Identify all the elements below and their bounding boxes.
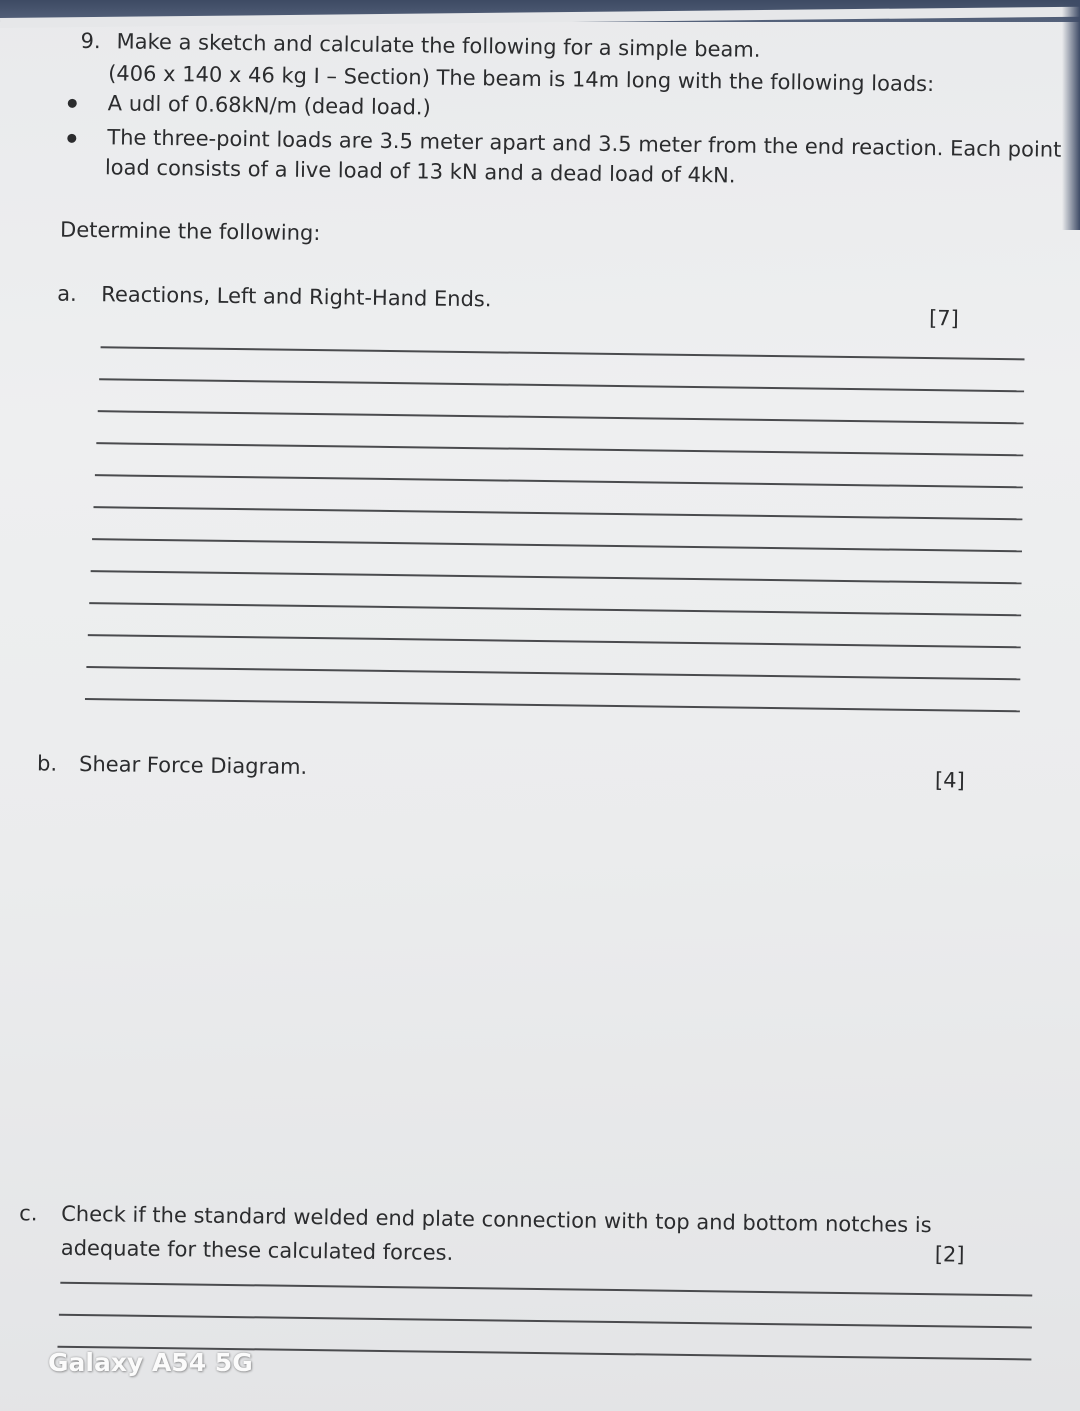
part-c-line-1: Check if the standard welded end plate connection with top and bottom notches is bbox=[61, 1201, 932, 1238]
part-a-text: Reactions, Left and Right-Hand Ends. bbox=[101, 282, 492, 312]
bullet-item-2-continued: load consists of a live load of 13 kN and a dead load of 4kN. bbox=[104, 155, 736, 188]
answer-line bbox=[99, 378, 1024, 392]
part-c-line-2: adequate for these calculated forces. bbox=[60, 1235, 454, 1265]
part-c-marks: [2] bbox=[934, 1242, 965, 1267]
answer-line bbox=[101, 346, 1025, 360]
question-line-2: (406 x 140 x 46 kg I – Section) The beam is 14m long with the following loads: bbox=[108, 61, 935, 97]
bullet-item-1: A udl of 0.68kN/m (dead load.) bbox=[107, 91, 431, 120]
answer-line bbox=[96, 442, 1023, 456]
question-line-1: Make a sketch and calculate the following for a simple beam. bbox=[116, 29, 761, 62]
answer-line bbox=[86, 666, 1020, 680]
bullet-icon bbox=[68, 99, 77, 108]
answer-line bbox=[60, 1282, 1032, 1296]
part-a-marks: [7] bbox=[928, 306, 959, 331]
answer-line bbox=[88, 634, 1021, 648]
part-b-letter: b. bbox=[36, 751, 58, 776]
camera-watermark: Galaxy A54 5G bbox=[48, 1348, 253, 1377]
bullet-item-2: The three-point loads are 3.5 meter apart and 3.5 meter from the end reaction. Each point bbox=[107, 125, 1062, 162]
part-b-text: Shear Force Diagram. bbox=[78, 751, 308, 779]
part-a-letter: a. bbox=[57, 281, 77, 306]
answer-line bbox=[89, 602, 1021, 616]
part-b-marks: [4] bbox=[934, 768, 965, 793]
answer-line bbox=[59, 1314, 1032, 1328]
answer-line bbox=[93, 506, 1022, 520]
part-c-letter: c. bbox=[19, 1201, 38, 1226]
answer-line bbox=[98, 410, 1024, 424]
bullet-icon bbox=[67, 134, 76, 143]
answer-line bbox=[91, 570, 1022, 584]
answer-line bbox=[95, 474, 1023, 488]
question-number: 9. bbox=[80, 28, 101, 54]
determine-heading: Determine the following: bbox=[59, 217, 321, 246]
answer-line bbox=[85, 698, 1020, 712]
answer-line bbox=[92, 538, 1022, 552]
